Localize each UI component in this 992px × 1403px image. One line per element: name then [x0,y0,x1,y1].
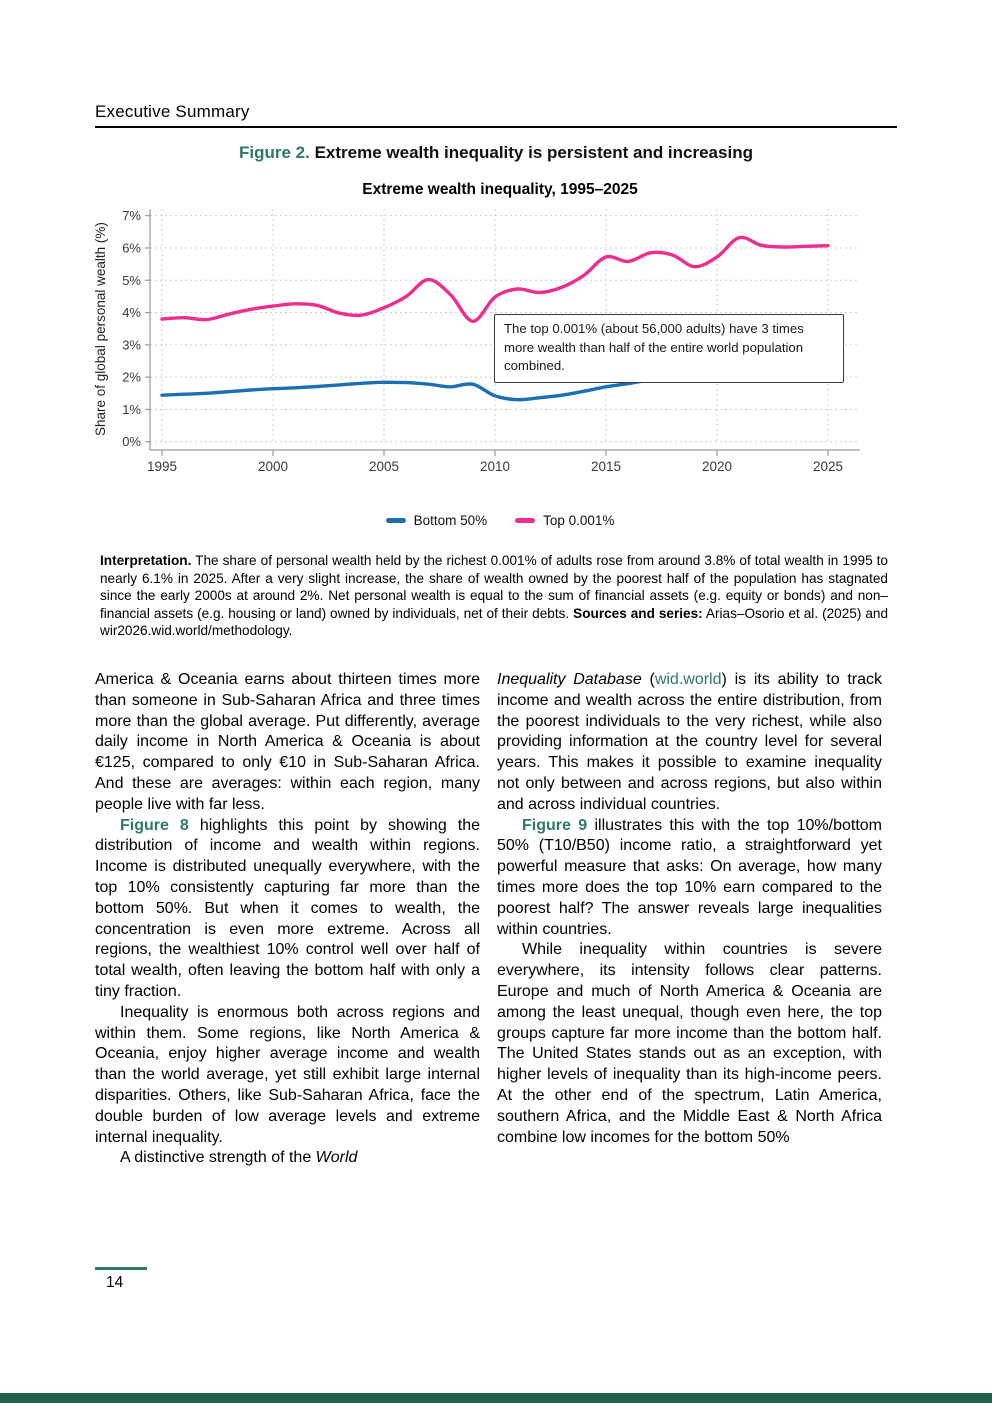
figure-reference: Figure 8 [120,816,189,834]
figure-reference: Figure 9 [522,816,588,834]
paragraph [95,1148,480,1169]
text-segment: While inequality within countries is severe everywhere, its intensity follows clear patterns. Europe and much of North America & Oceania are among the least unequal, though even here, the top groups capture far more income than the bottom half. The United States stands out as an exception, with higher levels of inequality than its high-income peers. At the other end of the spectrum, Latin America, southern Africa, and the Middle East & North Africa combine low incomes for the bottom 50% [497,941,882,1146]
body-column-right [497,670,882,1148]
svg-text:2005: 2005 [368,459,400,474]
svg-text:4%: 4% [122,305,141,321]
body-column-left [95,670,480,1169]
bottom-accent-bar [0,1393,992,1403]
text-segment: highlights this point by showing the distribution of income and wealth within regions. Income is distributed unequally everywhere, with the top 10% consistently capturing far more than the bottom 50%. But when it comes to wealth, the concentration is even more extreme. Across all regions, the wealthiest 10% control well over half of total wealth, often leaving the bottom half with only a tiny fraction. [95,816,480,1000]
legend-item-top-0-001- [515,513,614,528]
svg-text:7%: 7% [122,208,141,224]
text-segment: Inequality Database [497,671,642,688]
paragraph [497,670,882,816]
svg-text:2%: 2% [122,369,141,385]
chart-legend [95,513,905,528]
y-axis-label: Share of global personal wealth (%) [93,222,108,436]
paragraph [497,940,882,1148]
legend-label: Bottom 50% [413,513,488,528]
page-header: Executive Summary [95,102,250,121]
interpretation-note [100,552,888,640]
sources-text: Arias–Osorio et al. (2025) and wir2026.wid.world/methodology. [100,605,889,639]
paragraph [95,1003,480,1149]
svg-text:6%: 6% [122,240,141,256]
figure-label: Figure 2. [239,143,310,162]
footer-rule [95,1267,147,1270]
legend-label: Top 0.001% [543,513,615,528]
figure-caption-text: Extreme wealth inequality is persistent and increasing [309,143,753,162]
svg-text:2010: 2010 [479,459,511,474]
paragraph [95,816,480,1003]
svg-text:1995: 1995 [146,459,178,474]
text-segment: America & Oceania earns about thirteen times more than someone in Sub-Saharan Africa and three times more than the global average. Put differently, average daily income in North America & Oceania is about €125, compared to only €10 in Sub-Saharan Africa. And these are averages: within each region, many people live with far less. [95,671,480,813]
text-segment: World [315,1149,358,1167]
wealth-inequality-chart [95,175,905,547]
interpretation-label: Interpretation. [100,553,192,568]
chart-title: Extreme wealth inequality, 1995–2025 [362,181,638,198]
text-segment: Inequality is enormous both across regions and within them. Some regions, like North America & Oceania, enjoy higher average income and wealth than the world average, yet still exhibit large internal disparities. Others, like Sub-Saharan Africa, face the double burden of low average levels and extreme internal inequality. [95,1003,480,1146]
interpretation-text: The share of personal wealth held by the richest 0.001% of adults rose from around 3.8% of total wealth in 1995 to nearly 6.1% in 2025. After a very slight increase, the share of wealth owned by the poorest half of the population has stagnated since the early 2000s at around 2%. Net personal wealth is equal to the sum of financial assets (e.g. equity or bonds) and non–financial assets (e.g. housing or land) owned by individuals, net of their debts. [100,553,888,621]
svg-text:2025: 2025 [812,459,844,474]
svg-text:2020: 2020 [701,459,733,474]
svg-text:2000: 2000 [257,459,289,474]
svg-text:5%: 5% [122,272,141,288]
legend-swatch [515,518,535,523]
svg-text:0%: 0% [122,434,141,450]
paragraph [95,670,480,816]
chart-annotation: The top 0.001% (about 56,000 adults) have 3 times more wealth than half of the entire world population combined. [494,314,844,383]
wid-world-link[interactable]: wid.world [654,671,722,688]
legend-swatch [386,518,406,523]
text-segment: illustrates this with the top 10%/bottom 50% (T10/B50) income ratio, a straightforward yet powerful measure that asks: On average, how many times more does the top 10% earn compared to the poorest half? The answer reveals large inequalities within countries. [497,816,883,938]
page-number: 14 [106,1274,124,1291]
text-segment: A distinctive strength of the [120,1149,316,1167]
sources-label: Sources and series: [573,605,703,621]
header-rule [95,126,897,128]
svg-text:1%: 1% [122,401,141,417]
legend-item-bottom-50- [386,513,488,528]
svg-text:3%: 3% [122,337,141,353]
svg-text:2015: 2015 [590,459,622,474]
text-segment: ( [641,671,655,688]
figure-caption [95,143,897,163]
text-segment: ) is its ability to track income and wealth across the entire distribution, from the poorest individuals to the very richest, while also providing information at the country level for several years. This makes it possible to examine inequality not only between and across regions, but also within and across individual countries. [497,671,883,813]
paragraph [497,816,882,941]
